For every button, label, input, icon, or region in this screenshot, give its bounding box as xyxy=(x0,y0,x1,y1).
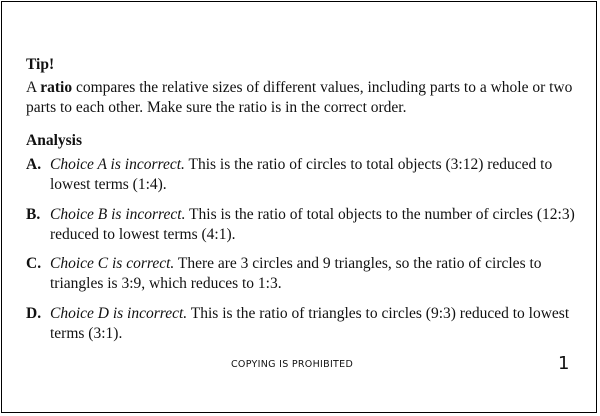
choice-verdict: Choice A is incorrect. xyxy=(50,156,185,173)
choice-body xyxy=(50,254,578,294)
choice-body xyxy=(50,304,578,344)
choice-explanation: This is the ratio of triangles to circles (9:3) reduced to lowest terms (3:1). xyxy=(50,305,570,342)
choice-letter: C. xyxy=(26,255,42,272)
analysis-choice-c xyxy=(26,254,578,294)
choice-letter: A. xyxy=(26,156,42,173)
choice-letter: D. xyxy=(26,305,42,322)
choice-explanation: There are 3 circles and 9 triangles, so the ratio of circles to triangles is 3:9, which reduces to 1:3. xyxy=(50,255,542,292)
tip-text xyxy=(26,78,576,118)
copyright-notice: COPYING IS PROHIBITED xyxy=(231,359,354,370)
tip-heading: Tip! xyxy=(26,56,55,73)
choice-body xyxy=(50,205,578,245)
page-number: 1 xyxy=(558,353,570,374)
choice-explanation: This is the ratio of circles to total objects (3:12) reduced to lowest terms (1:4). xyxy=(50,156,553,193)
choice-verdict: Choice B is incorrect. xyxy=(50,206,186,223)
analysis-heading: Analysis xyxy=(26,132,82,149)
tip-text-end: compares the relative sizes of different values, including parts to a whole or two parts to each other. Make sure the ratio is in the correct order. xyxy=(26,79,573,116)
choice-letter: B. xyxy=(26,206,41,223)
tip-keyword: ratio xyxy=(40,79,73,96)
choice-verdict: Choice C is correct. xyxy=(50,255,175,272)
choice-explanation: This is the ratio of total objects to the number of circles (12:3) reduced to lowest terms (4:1). xyxy=(50,206,575,243)
analysis-choice-d xyxy=(26,304,578,344)
choice-verdict: Choice D is incorrect. xyxy=(50,305,188,322)
choice-body xyxy=(50,155,578,195)
analysis-choice-b xyxy=(26,205,578,245)
analysis-choice-a xyxy=(26,155,578,195)
document-page xyxy=(1,1,597,413)
tip-text-start: A xyxy=(26,79,41,96)
